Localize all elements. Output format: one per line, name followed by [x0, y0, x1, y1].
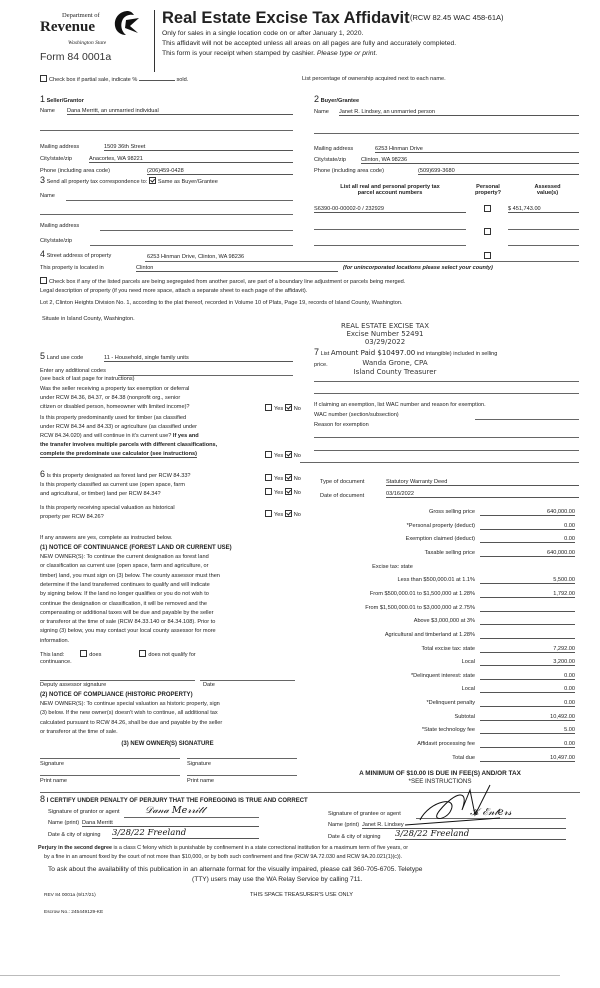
perjury-text: is a class C felony which is punishable by confinement in a state correctional institution for a maximum term of five years, or — [112, 845, 409, 851]
reason-label: Reason for exemption — [314, 422, 369, 428]
q2-no-checkbox[interactable] — [285, 451, 292, 458]
personal-property-checkbox[interactable] — [484, 228, 491, 235]
parcel-header — [315, 184, 465, 196]
parcel-number-field[interactable]: S6390-00-00002-0 / 232929 — [314, 206, 466, 213]
land-use-label-text: Land use code — [46, 355, 84, 361]
signature-label-2: Signature — [187, 761, 211, 767]
notice-2-line: NEW OWNER(S): To continue special valuation as historic property, sign — [40, 701, 220, 707]
stamp-treasurer-name: Wanda Grone, CPA — [362, 359, 428, 367]
tax-row-label: Local — [461, 659, 475, 666]
q2-yes-no — [265, 451, 301, 459]
seller-name-line-2 — [40, 130, 293, 131]
q2-line-2: under RCW 84.34 and 84.33) or agriculture (as classified under — [40, 424, 198, 430]
partial-sale-label: Check box if partial sale, indicate % — [49, 77, 138, 83]
seller-mail-label: Mailing address — [40, 144, 80, 150]
stamp-treasurer-title: Island County Treasurer — [353, 368, 437, 376]
land-use-label — [40, 352, 83, 362]
tax-row-value[interactable]: 640,000.00 — [480, 550, 575, 557]
tax-row-label: From $500,000.01 to $1,500,000 at 1.28% — [369, 590, 475, 597]
no-label: No — [293, 512, 301, 518]
grantor-date-field[interactable]: 3/28/22 Freeland — [112, 829, 259, 839]
partial-sale-checkbox[interactable] — [40, 75, 47, 82]
partial-sale-row — [40, 75, 188, 83]
notice-2-line: (3) below. If the new owner(s) doesn't wish to continue, all additional tax — [40, 710, 218, 717]
grantee-sig-label: Signature of grantee or agent — [328, 811, 401, 817]
doc-date-label: Date of document — [320, 493, 365, 499]
header-line-3-italic: Please type or print. — [316, 50, 378, 57]
yes-label: Yes — [274, 490, 284, 496]
buyer-city-label: City/state/zip — [314, 157, 347, 163]
notice-1-line: by signing below. If the land no longer qualifies or you do not wish to — [40, 591, 209, 598]
deputy-date-field[interactable] — [200, 680, 295, 681]
s6-q3a: Is this property receiving special valuation as historical — [40, 505, 175, 511]
does-qualify-checkbox[interactable] — [80, 650, 87, 657]
s6-q1-no-checkbox[interactable] — [285, 474, 292, 481]
page-title: Real Estate Excise Tax Affidavit — [162, 9, 410, 27]
notice-2-line: calculated pursuant to RCW 84.26, shall be due and payable by the seller — [40, 719, 223, 726]
tax-row-label: *Delinquent penalty — [426, 700, 475, 707]
personal-header — [468, 184, 508, 196]
tax-row-label: Total excise tax: state — [421, 645, 475, 652]
signature-field-1[interactable] — [40, 758, 180, 759]
s6-q2b: and agricultural, or timber) land per RCW 84.34? — [40, 491, 161, 497]
q2-bold-2: the transfer involves multiple parcels with different classifications, — [40, 442, 218, 448]
street-field[interactable]: 6253 Hinman Drive, Clinton, WA 98236 — [147, 254, 245, 260]
parcel-header-1: List all real and personal property tax — [340, 184, 440, 190]
doc-type-label: Type of document — [320, 479, 365, 485]
treasurer-space: THIS SPACE TREASURER'S USE ONLY — [250, 892, 354, 898]
tax-row-value[interactable]: 7,292.00 — [480, 646, 575, 653]
personal-header-1: Personal — [476, 184, 500, 190]
grantor-name-field[interactable]: Dana Merritt — [82, 820, 259, 827]
tax-row-label: Total due — [452, 754, 475, 761]
personal-property-checkbox[interactable] — [484, 252, 491, 259]
located-note: (for unincorporated locations please select your county) — [343, 265, 493, 271]
see-instructions: *SEE INSTRUCTIONS — [408, 778, 472, 785]
notice-1-line: or classification as current use (open space, farm and agriculture, or — [40, 563, 209, 570]
notice-1-line: NEW OWNER(S): To continue the current designation as forest land — [40, 554, 209, 560]
correspondence-label: Send all property tax correspondence to: — [46, 179, 148, 185]
additional-codes-field[interactable] — [118, 375, 293, 376]
assessed-header — [515, 184, 580, 196]
notice-2-title: (2) NOTICE OF COMPLIANCE (HISTORIC PROPERTY) — [40, 692, 193, 698]
print-name-label-1: Print name — [40, 778, 68, 784]
no-label: No — [293, 490, 301, 496]
tax-row-value[interactable]: 0.00 — [480, 700, 575, 707]
q2-bold-3: complete the predominate use calculator (see instructions) — [40, 451, 197, 457]
q2-line-3 — [40, 433, 199, 439]
grantee-name-label: Name (print) — [328, 822, 360, 828]
reason-line[interactable] — [314, 437, 579, 438]
parcel-number-field[interactable] — [314, 245, 466, 246]
section-number: 7 — [314, 347, 320, 357]
yes-label: Yes — [274, 453, 284, 459]
same-as-buyer-checkbox[interactable] — [149, 177, 156, 184]
tax-row-value[interactable]: 10,497.00 — [480, 755, 575, 762]
notice-3-title: (3) NEW OWNER(S) SIGNATURE — [121, 741, 214, 747]
seller-heading — [40, 95, 84, 105]
personal-property-checkbox[interactable] — [484, 205, 491, 212]
this-land-row — [40, 650, 196, 658]
grantee-date-field[interactable]: 3/28/22 Freeland — [395, 830, 566, 840]
buyer-phone-field[interactable]: (509)699-3680 — [418, 168, 579, 175]
section-number: 8 — [40, 794, 46, 804]
dor-dept: Department of — [62, 12, 100, 19]
corr-mail-label: Mailing address — [40, 223, 80, 229]
buyer-phone-label: Phone (including area code) — [314, 168, 384, 174]
minimum-due: A MINIMUM OF $10.00 IS DUE IN FEE(S) AND/OR TAX — [359, 770, 521, 777]
assessed-header-2: value(s) — [536, 190, 559, 197]
perjury-bold: Perjury in the second degree — [38, 845, 112, 851]
tax-row-label: Subtotal — [454, 713, 475, 720]
grantee-date-label: Date & city of signing — [328, 834, 381, 840]
s6-q1-yes-no — [265, 474, 301, 482]
legal-description-2: Situate in Island County, Washington. — [42, 316, 135, 322]
grantee-name-field[interactable]: Janet R. Lindsey — [362, 822, 566, 829]
deputy-signature-field[interactable] — [40, 680, 195, 681]
parcel-number-field[interactable] — [314, 229, 466, 230]
assessed-value-field[interactable]: $ 451,743.00 — [508, 206, 579, 213]
bottom-edge — [0, 975, 560, 976]
section-7-line — [314, 381, 579, 382]
header-divider — [154, 10, 155, 72]
s6-q2-yes-no — [265, 488, 301, 496]
corr-city-field[interactable] — [90, 245, 293, 246]
notice-2-line: or transferor at the time of sale. — [40, 728, 118, 735]
seller-phone-label: Phone (including area code) — [40, 168, 110, 174]
section-number: 1 — [40, 94, 46, 104]
tax-row-value[interactable]: 10,492.00 — [480, 714, 575, 721]
tax-row-value[interactable]: 5,500.00 — [480, 577, 575, 584]
seller-mail-field[interactable]: 1509 36th Street — [104, 144, 293, 151]
tax-row-value[interactable]: 1,792.00 — [480, 591, 575, 598]
deputy-date-label: Date — [203, 682, 215, 688]
corr-city-label: City/state/zip — [40, 238, 73, 244]
q2-yes-checkbox[interactable] — [265, 451, 272, 458]
does-not-qualify-checkbox[interactable] — [139, 650, 146, 657]
section-7-line — [314, 393, 579, 394]
revision: REV 84 0001a (9/17/21) — [44, 893, 96, 898]
grantor-sig-label: Signature of grantor or agent — [48, 809, 120, 815]
personal-header-2: property? — [474, 190, 502, 197]
stamp-amount-paid: Amount Paid $10497.00 — [330, 349, 416, 357]
wac-label: WAC number (section/subsection) — [314, 412, 399, 418]
segregated-row — [40, 277, 405, 285]
tax-row-label: Exemption claimed (deduct) — [405, 536, 475, 543]
buyer-mail-label: Mailing address — [314, 146, 354, 152]
stamp-line-1: REAL ESTATE EXCISE TAX — [340, 322, 430, 330]
no-label: No — [293, 453, 301, 459]
perjury-line-1 — [38, 846, 408, 852]
additional-codes-label: Enter any additional codes — [40, 368, 106, 374]
assessed-header-1: Assessed — [534, 184, 561, 190]
buyer-mail-field[interactable]: 6253 Hinman Drive — [375, 146, 579, 153]
alt-format-1: To ask about the availability of this publication in an alternate format for the visually impaired, please call 360-705-6705. Teletype — [48, 866, 423, 873]
notice-1-line: information. — [40, 637, 70, 644]
section-number: 2 — [314, 94, 320, 104]
continuance-label: continuance. — [40, 659, 72, 665]
certify-title — [40, 795, 308, 805]
seller-city-label: City/state/zip — [40, 156, 73, 162]
section-number: 6 — [40, 469, 46, 479]
alt-format-2: (TTY) users may use the WA Relay Service by calling 711. — [192, 876, 363, 883]
buyer-heading-text: Buyer/Grantee — [320, 98, 360, 104]
yes-label: Yes — [274, 406, 284, 412]
grantor-signature-field[interactable] — [124, 817, 259, 818]
land-use-field[interactable]: 11 - Household, single family units — [104, 355, 293, 362]
tax-row-label: Affidavit processing fee — [417, 741, 475, 748]
yes-label: Yes — [274, 512, 284, 518]
parcel-header-2: parcel account numbers — [357, 190, 423, 197]
tax-row-value[interactable]: 0.00 — [480, 523, 575, 530]
header-line-3 — [162, 50, 377, 57]
dor-revenue-logo: Revenue — [40, 19, 95, 35]
q1-yes-no — [265, 404, 301, 412]
does-label: does — [89, 652, 102, 658]
tax-row-label: Less than $500,000.01 at 1.1% — [397, 577, 475, 584]
yes-label: Yes — [274, 476, 284, 482]
escrow-number: Escrow No.: 245449129-KE — [44, 910, 104, 915]
print-name-field-2[interactable] — [187, 775, 297, 776]
corr-mail-field[interactable] — [100, 230, 293, 231]
deputy-label: Deputy assessor signature — [40, 682, 107, 688]
tax-row-value[interactable] — [480, 618, 575, 625]
street-label-text: Street address of property — [46, 253, 112, 259]
tax-row-label: From $1,500,000.01 to $3,000,000 at 2.75% — [365, 604, 475, 611]
corr-name-label: Name — [40, 193, 55, 199]
partial-percent-input[interactable] — [139, 75, 175, 81]
street-label — [40, 250, 111, 260]
tax-row-value[interactable]: 5.00 — [480, 727, 575, 734]
tax-row-value[interactable] — [480, 632, 575, 639]
tax-row-label: Above $3,000,000 at 3% — [413, 618, 475, 625]
legal-label: Legal description of property (if you need more space, attach a separate sheet to each page of the affidavit). — [40, 288, 308, 294]
corr-name-line-2[interactable] — [40, 214, 293, 215]
section-number: 3 — [40, 175, 46, 185]
notice-1-line: or transferor at the time of sale (RCW 84.33.140 or 84.34.108). Prior to — [40, 619, 216, 626]
assessed-value-field[interactable] — [508, 245, 579, 246]
reason-line[interactable] — [300, 462, 579, 463]
doc-type-field[interactable]: Statutory Warranty Deed — [386, 479, 579, 486]
notice-1-title: (1) NOTICE OF CONTINUANCE (FOREST LAND OR CURRENT USE) — [40, 545, 232, 551]
dor-logo-icon — [112, 9, 142, 37]
located-label: This property is located in — [40, 265, 104, 271]
q1-yes-checkbox[interactable] — [265, 404, 272, 411]
q2-bold-1: If yes and — [172, 433, 199, 439]
same-as-buyer-label: Same as Buyer/Grantee — [157, 179, 218, 185]
segregated-label: Check box if any of the listed parcels are being segregated from another parcel, are part of a boundary line adjustment or parcels being merged. — [49, 279, 406, 285]
located-field[interactable]: Clinton — [136, 265, 338, 272]
form-number: Form 84 0001a — [40, 51, 112, 63]
exemption-label: If claiming an exemption, list WAC number and reason for exemption. — [314, 402, 486, 408]
legal-description-1: Lot 2, Clinton Heights Division No. 1, according to the plat thereof, recorded in Volume 10 of Plats, Page 19, records of Island County, Washington. — [40, 300, 403, 306]
s6-if-yes: If any answers are yes, complete as instructed below. — [40, 535, 173, 541]
tax-row-value[interactable]: 0.00 — [480, 673, 575, 680]
seller-name-label: Name — [40, 108, 55, 114]
certify-title-text: I CERTIFY UNDER PENALTY OF PERJURY THAT THE FOREGOING IS TRUE AND CORRECT — [46, 798, 308, 804]
signature-label-1: Signature — [40, 761, 64, 767]
print-name-label-2: Print name — [187, 778, 215, 784]
section-7-row — [314, 348, 497, 358]
header-line-1: Only for sales in a single location code on or after January 1, 2020. — [162, 30, 364, 37]
tax-row-label: *State technology fee — [421, 727, 475, 734]
this-land-label: This land: — [40, 652, 65, 658]
q1-line-2: under RCW 84.36, 84.37, or 84.38 (nonprofit org., senior — [40, 395, 181, 401]
tax-row-value[interactable]: 0.00 — [480, 741, 575, 748]
tax-row-value[interactable]: 3,200.00 — [480, 659, 575, 666]
q2-line-1: Is this property predominantly used for timber (as classified — [40, 415, 187, 421]
buyer-name-line-2 — [314, 133, 579, 134]
tax-row-value[interactable]: 0.00 — [480, 686, 575, 693]
s6-q1-text: Is this property designated as forest land per RCW 84.33? — [46, 473, 191, 479]
assessed-value-field[interactable] — [508, 229, 579, 230]
grantor-date-label: Date & city of signing — [48, 832, 101, 838]
q1-line-3: citizen or disabled person, homeowner with limited income)? — [40, 404, 190, 410]
q2-line-3-text: RCW 84.34.020) and will continue in it's current use? — [40, 433, 172, 439]
s6-q2-no-checkbox[interactable] — [285, 488, 292, 495]
buyer-heading — [314, 95, 359, 105]
seller-phone-field[interactable]: (206)459-0428 — [147, 168, 293, 175]
s6-q2a: Is this property classified as current use (open space, farm — [40, 482, 185, 488]
ownership-note: List percentage of ownership acquired next to each name. — [302, 76, 446, 82]
doc-date-field[interactable]: 03/16/2022 — [386, 491, 579, 498]
section-7-pre: List — [320, 351, 330, 357]
tax-row-value[interactable]: 0.00 — [480, 536, 575, 543]
notice-1-line: timber) land, you must sign on (3) below. The county assessor must then — [40, 572, 220, 579]
print-name-field-1[interactable] — [40, 775, 180, 776]
q1-line-1: Was the seller receiving a property tax exemption or deferral — [40, 386, 190, 392]
partial-sold-label: sold. — [176, 77, 189, 83]
corr-name-field[interactable] — [66, 200, 293, 201]
tax-row-label: Gross selling price — [428, 509, 475, 515]
grantee-signature-2: 𝒦 ℰ𝓃𝓉𝑒𝓇𝓈 — [470, 807, 512, 818]
tax-row-label: *Personal property (deduct) — [406, 522, 475, 529]
tax-row-label: Excise tax: state — [372, 563, 413, 570]
s6-q1 — [40, 470, 191, 480]
notice-1-line: determine if the land transferred continues to qualify and will indicate — [40, 581, 210, 588]
dor-washington-state: Washington State — [68, 40, 107, 46]
reason-line[interactable] — [314, 450, 579, 451]
header-line-2: This affidavit will not be accepted unless all areas on all pages are fully and accurately completed. — [162, 40, 457, 47]
section-7-post: ind intangible) included in selling — [416, 351, 498, 357]
stamp-excise-number: Excise Number 52491 — [346, 330, 424, 338]
notice-1-line: compensating or additional taxes will be due and payable by the seller — [40, 609, 214, 616]
grantor-name-label: Name (print) — [48, 820, 80, 826]
section-number: 5 — [40, 351, 46, 361]
tax-row-label: *Delinquent interest: state — [410, 672, 475, 679]
s6-q3b: property per RCW 84.26? — [40, 514, 104, 520]
no-label: No — [293, 406, 301, 412]
notice-1-line: signing (3) below, you may contact your local county assessor for more — [40, 628, 216, 635]
wac-field[interactable] — [475, 419, 579, 420]
section-7-price: price. — [314, 362, 328, 368]
tax-row-label: Agricultural and timberland at 1.28% — [384, 631, 475, 638]
q1-no-checkbox[interactable] — [285, 404, 292, 411]
tax-row-label: Taxable selling price — [424, 549, 475, 556]
section-number: 4 — [40, 249, 46, 259]
buyer-name-label: Name — [314, 109, 329, 115]
seller-heading-text: Seller/Grantor — [46, 98, 84, 104]
buyer-city-field[interactable]: Clinton, WA 98236 — [361, 157, 579, 164]
stamp-date: 03/29/2022 — [364, 338, 406, 346]
s6-q2-yes-checkbox[interactable] — [265, 488, 272, 495]
grantor-signature: 𝒟𝒶𝓃𝒶 𝑀𝑒𝓇𝓇𝒾𝓉𝓉 — [145, 805, 205, 816]
seller-name-field[interactable]: Dana Merritt, an unmarried individual — [67, 108, 293, 115]
header-line-3-text: This form is your receipt when stamped by cashier. — [162, 50, 315, 57]
correspondence-row — [40, 176, 218, 186]
tax-row-value[interactable]: 640,000.00 — [480, 509, 575, 516]
tax-row-label: Local — [461, 686, 475, 693]
title-rcw: (RCW 82.45 WAC 458-61A) — [410, 13, 504, 22]
tax-row-value[interactable] — [480, 605, 575, 612]
perjury-line-2: by a fine in an amount fixed by the court of not more than $10,000, or by both such confinement and fine (RCW 9A.72.030 and RCW 9A.20.021(1)(c)). — [44, 854, 403, 860]
no-label: No — [293, 476, 301, 482]
street-underline — [145, 261, 579, 262]
seller-city-field[interactable]: Anacortes, WA 98221 — [89, 156, 293, 163]
does-not-label: does not qualify for — [148, 652, 196, 658]
see-back-note: (see back of last page for instructions) — [40, 376, 135, 382]
notice-1-line: continue the designation or classification, it will be removed and the — [40, 600, 207, 607]
s6-q1-yes-checkbox[interactable] — [265, 474, 272, 481]
segregated-checkbox[interactable] — [40, 277, 47, 284]
buyer-name-field[interactable]: Janet R. Lindsey, an unmarried person — [339, 109, 579, 116]
